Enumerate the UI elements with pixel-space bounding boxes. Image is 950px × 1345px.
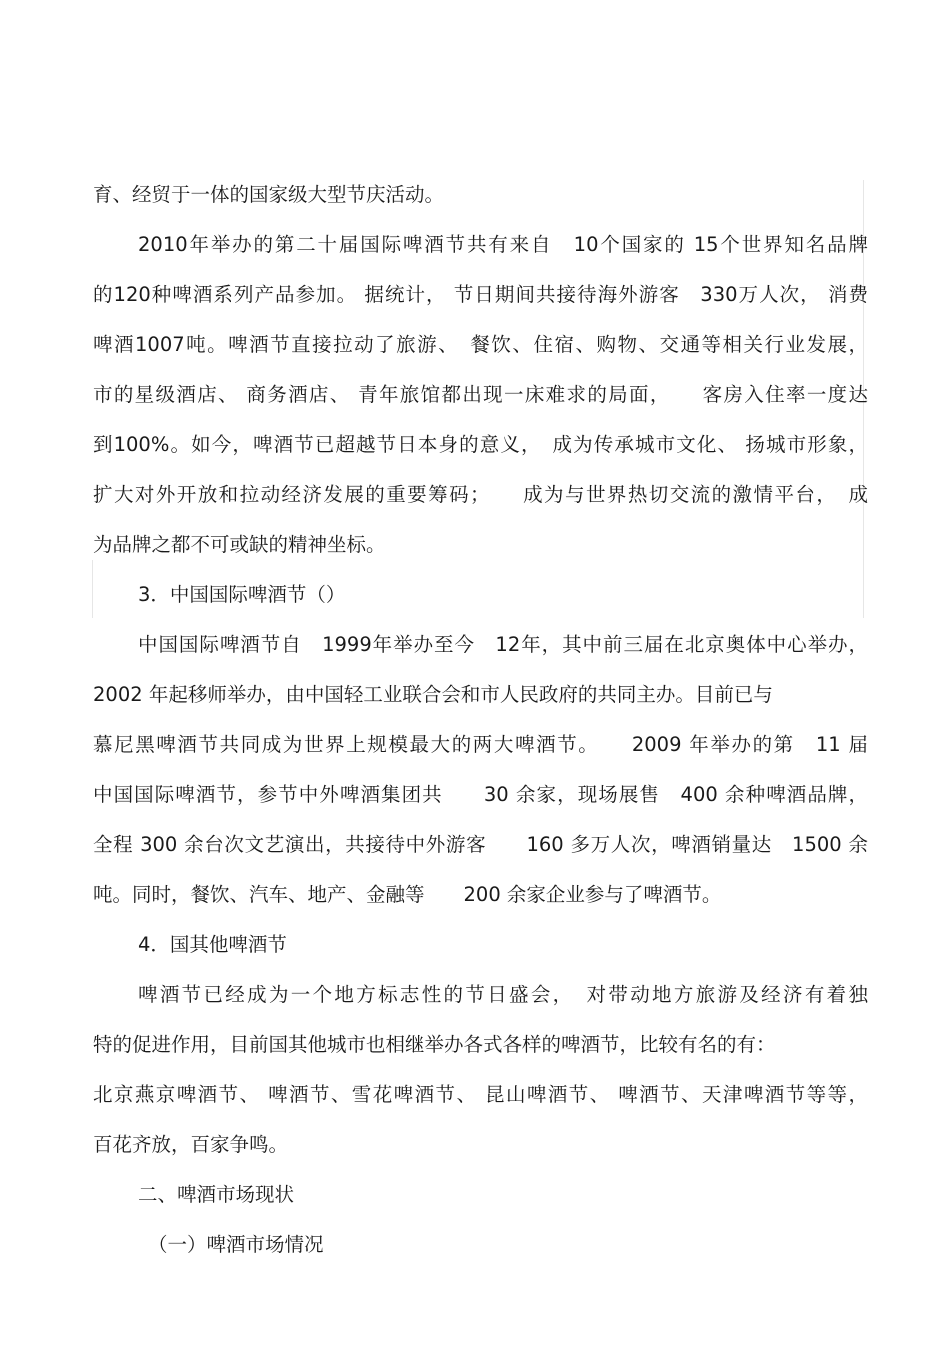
text-line: 啤酒节已经成为一个地方标志性的节日盛会， 对带动地方旅游及经济有着独 xyxy=(138,983,868,1006)
section-heading: 4．国其他啤酒节 xyxy=(138,933,287,956)
subsection-heading: （一）啤酒市场情况 xyxy=(148,1233,324,1256)
text-line: 扩大对外开放和拉动经济发展的重要筹码； 成为与世界热切交流的激情平台， 成 xyxy=(93,483,868,506)
text-line: 啤酒1007吨。啤酒节直接拉动了旅游、 餐饮、住宿、购物、交通等相关行业发展， xyxy=(93,333,868,356)
text-line: 吨。同时，餐饮、汽车、地产、金融等 200 余家企业参与了啤酒节。 xyxy=(93,883,722,906)
text-line: 2002 年起移师举办，由中国轻工业联合会和市人民政府的共同主办。目前已与 xyxy=(93,683,773,706)
text-line: 中国国际啤酒节，参节中外啤酒集团共 30 余家，现场展售 400 余种啤酒品牌， xyxy=(93,783,868,806)
margin-rule-left xyxy=(92,560,93,618)
text-line: 北京燕京啤酒节、 啤酒节、雪花啤酒节、 昆山啤酒节、 啤酒节、天津啤酒节等等， xyxy=(93,1083,868,1106)
text-line: 到100%。如今，啤酒节已超越节日本身的意义， 成为传承城市文化、 扬城市形象， xyxy=(93,433,868,456)
text-line: 市的星级酒店、 商务酒店、 青年旅馆都出现一床难求的局面， 客房入住率一度达 xyxy=(93,383,868,406)
text-line: 2010年举办的第二十届国际啤酒节共有来自 10个国家的 15个世界知名品牌 xyxy=(138,233,868,256)
text-line: 全程 300 余台次文艺演出，共接待中外游客 160 多万人次，啤酒销量达 1500 余 xyxy=(93,833,868,856)
text-line: 百花齐放，百家争鸣。 xyxy=(93,1133,289,1156)
text-line: 育、经贸于一体的国家级大型节庆活动。 xyxy=(93,183,445,206)
text-line: 慕尼黑啤酒节共同成为世界上规模最大的两大啤酒节。 2009 年举办的第 11 届 xyxy=(93,733,868,756)
text-line: 中国国际啤酒节自 1999年举办至今 12年，其中前三届在北京奥体中心举办， xyxy=(138,633,868,656)
text-line: 为品牌之都不可或缺的精神坐标。 xyxy=(93,533,386,556)
section-heading: 3．中国国际啤酒节（） xyxy=(138,583,346,606)
text-line: 的120种啤酒系列产品参加。 据统计， 节日期间共接待海外游客 330万人次， 消费 xyxy=(93,283,868,306)
chapter-heading: 二、啤酒市场现状 xyxy=(138,1183,295,1206)
text-line: 特的促进作用，目前国其他城市也相继举办各式各样的啤酒节，比较有名的有： xyxy=(93,1033,776,1056)
